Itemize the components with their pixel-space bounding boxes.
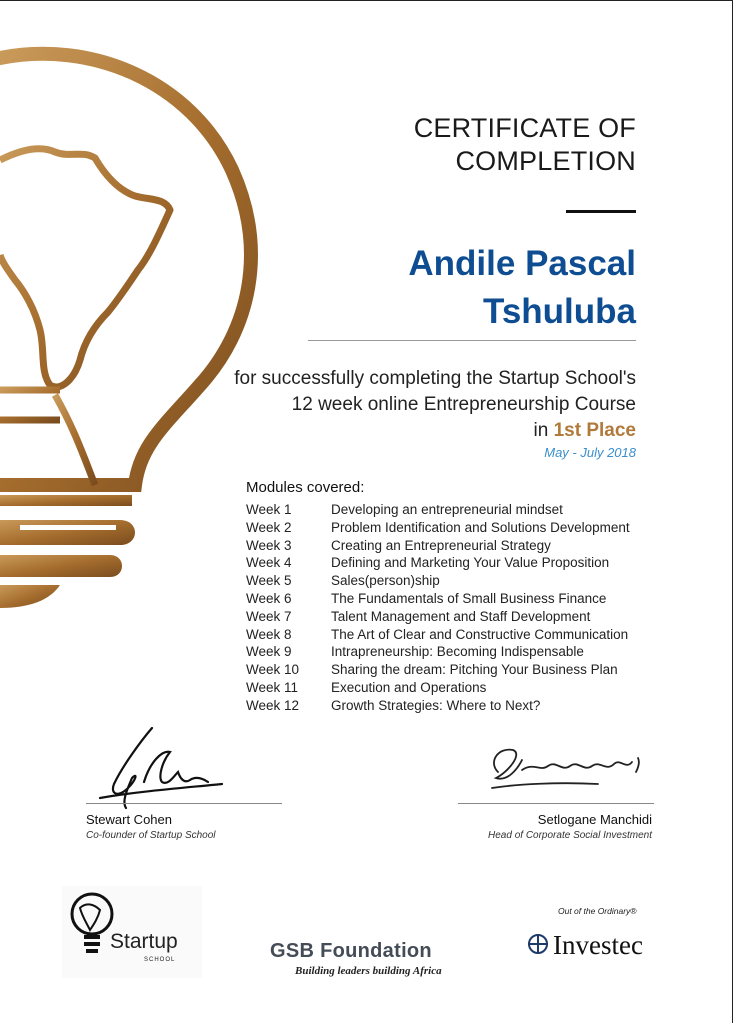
- list-item: [246, 643, 630, 661]
- signatory-right-role: Head of Corporate Social Investment: [488, 830, 652, 841]
- signature-line-right: [458, 803, 654, 804]
- investec-logo: Investec: [553, 930, 643, 960]
- module-week: Week 8: [246, 626, 292, 642]
- startup-school-logo: [62, 886, 202, 978]
- list-item: [246, 679, 630, 697]
- module-topic: Sharing the dream: Pitching Your Business Plan: [331, 662, 618, 678]
- signature-right: [478, 732, 653, 802]
- title-line-2: COMPLETION: [455, 146, 636, 176]
- recipient-name: [408, 240, 636, 336]
- startup-logo-word: Startup: [110, 930, 178, 953]
- lightbulb-africa-icon: [0, 0, 260, 620]
- module-topic: Problem Identification and Solutions Development: [331, 519, 630, 535]
- module-week: Week 10: [246, 662, 300, 678]
- investec-tagline: Out of the Ordinary®: [558, 906, 637, 916]
- list-item: [246, 626, 630, 644]
- module-topic: Creating an Entrepreneurial Strategy: [331, 537, 551, 553]
- list-item: [246, 554, 630, 572]
- list-item: [246, 697, 630, 715]
- module-week: Week 3: [246, 537, 292, 553]
- module-topic: The Fundamentals of Small Business Finance: [331, 590, 607, 606]
- module-topic: The Art of Clear and Constructive Communication: [331, 626, 629, 642]
- list-item: [246, 590, 630, 608]
- module-week: Week 2: [246, 519, 292, 535]
- recipient-name-line-1: Andile Pascal: [408, 244, 636, 283]
- list-item: [246, 608, 630, 626]
- name-divider: [308, 340, 636, 341]
- investec-zebra-icon: [527, 933, 549, 955]
- signatory-left-name: Stewart Cohen: [86, 812, 172, 827]
- signature-left: [92, 722, 232, 812]
- module-week: Week 6: [246, 590, 292, 606]
- recipient-name-line-2: Tshuluba: [483, 292, 636, 331]
- signatory-left-role: Co-founder of Startup School: [86, 830, 216, 841]
- placement-prefix: in: [533, 420, 549, 441]
- module-week: Week 4: [246, 555, 292, 571]
- title-line-1: CERTIFICATE OF: [413, 113, 636, 143]
- module-week: Week 11: [246, 679, 299, 695]
- module-week: Week 5: [246, 573, 292, 589]
- signatory-right-name: Setlogane Manchidi: [537, 812, 652, 827]
- module-week: Week 12: [246, 697, 300, 713]
- module-topic: Intrapreneurship: Becoming Indispensable: [331, 644, 584, 660]
- list-item: [246, 519, 630, 537]
- modules-list: [246, 501, 630, 715]
- statement-line-3: [234, 418, 636, 444]
- certificate-title: [414, 112, 636, 178]
- statement-line-1: for successfully completing the Startup School's: [234, 368, 636, 389]
- module-topic: Defining and Marketing Your Value Proposition: [331, 555, 610, 571]
- list-item: [246, 572, 630, 590]
- list-item: [246, 661, 630, 679]
- module-topic: Execution and Operations: [331, 679, 487, 695]
- title-divider: [566, 210, 636, 213]
- module-topic: Talent Management and Staff Development: [331, 608, 591, 624]
- module-topic: Developing an entrepreneurial mindset: [331, 502, 563, 517]
- signature-line-left: [86, 803, 282, 804]
- placement: 1st Place: [553, 420, 636, 441]
- list-item: [246, 537, 630, 555]
- modules-heading: Modules covered:: [246, 479, 365, 496]
- module-week: Week 1: [246, 502, 292, 517]
- module-week: Week 7: [246, 608, 292, 624]
- statement-line-2: 12 week online Entrepreneurship Course: [291, 394, 636, 415]
- gsb-tagline: Building leaders building Africa: [295, 965, 442, 977]
- module-week: Week 9: [246, 644, 292, 660]
- module-topic: Sales(person)ship: [331, 573, 440, 589]
- completion-statement: [234, 366, 636, 444]
- list-item: [246, 501, 630, 519]
- course-dates: May - July 2018: [544, 445, 636, 460]
- gsb-foundation-logo: GSB Foundation: [270, 940, 432, 962]
- module-topic: Growth Strategies: Where to Next?: [331, 697, 541, 713]
- startup-logo-sub: SCHOOL: [144, 957, 176, 963]
